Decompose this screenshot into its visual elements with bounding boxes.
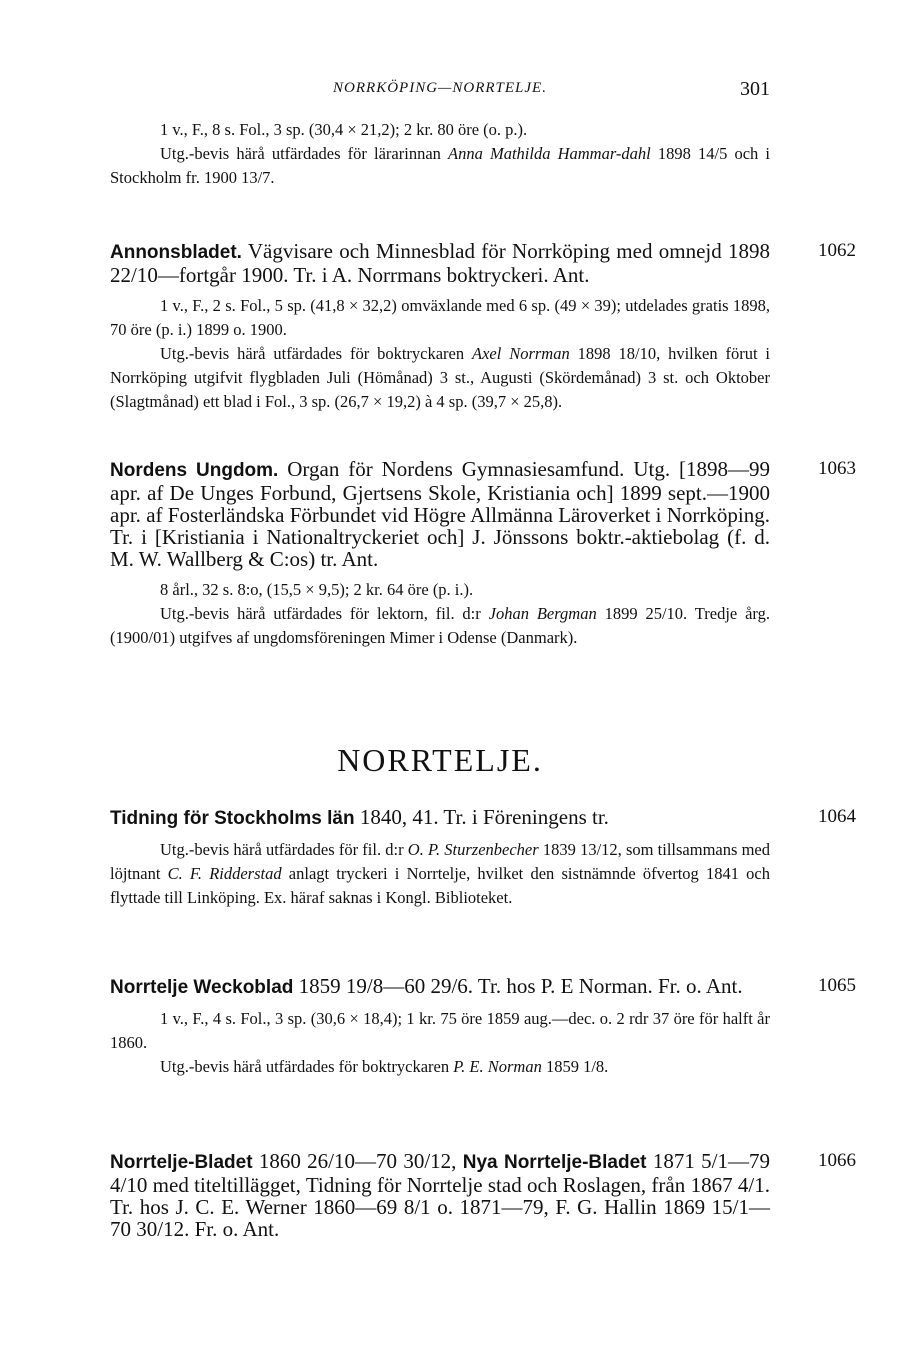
entry-1065 [110,974,856,1079]
entry-lead: Norrtelje-Bladet 1860 26/10—70 30/12, Nya Norrtelje-Bladet 1871 5/1—79 4/10 med titeltillägget, Tidning för Norrtelje stad och Roslagen, från 1867 4/1. Tr. hos J. C. E. Werner 1860—69 8/1 o. 1871—79, F. G. Hallin 1869 15/1—70 30/12. Fr. o. Ant. [110,1149,771,1241]
entry-lead: Tidning för Stockholms län 1840, 41. Tr. i Föreningens tr. [110,805,609,829]
entry-number: 1065 [818,975,856,996]
entry-title: Norrtelje-Bladet [110,1152,253,1173]
entry-1062 [110,239,856,414]
person-name: O. P. Sturzenbecher [407,840,539,859]
entry-title: Norrtelje Weckoblad [110,977,294,998]
entry-number: 1064 [818,806,856,827]
entry-title: Tidning för Stockholms län [110,808,355,829]
running-title: NORRKÖPING—NORRTELJE. [333,80,547,96]
pre-entry-details: 1 v., F., 8 s. Fol., 3 sp. (30,4 × 21,2); 2 kr. 80 öre (o. p.). [160,120,528,139]
entry-bevis: Utg.-bevis härå utfärdades för boktryckaren Axel Norrman 1898 18/10, hvilken förut i Norrköping utgifvit flygbladen Juli (Hömånad) 3 st., Augusti (Skördemånad) 3 st. och Oktober (Slagtmånad) ett blad i Fol., 3 sp. (26,7 × 19,2) à 4 sp. (39,7 × 25,8). [110,344,771,411]
entry-lead: Nordens Ungdom. Organ för Nordens Gymnasiesamfund. Utg. [1898—99 apr. af De Unges Forbund, Gjertsens Skole, Kristiania och] 1899 sept.—1900 apr. af Fosterländska Förbundet vid Högre Allmänna Läroverket i Norrköping. Tr. i [Kristiania i Nationaltryckeriet och] J. Jönssons boktr.-aktiebolag (f. d. M. W. Wallberg & C:os) tr. Ant. [110,457,770,571]
page-header [110,78,770,102]
person-name: C. F. Ridderstad [167,864,282,883]
entry-details: 8 årl., 32 s. 8:o, (15,5 × 9,5); 2 kr. 64 öre (p. i.). [160,580,474,599]
entry-number: 1066 [818,1150,856,1171]
entry-details: 1 v., F., 4 s. Fol., 3 sp. (30,6 × 18,4); 1 kr. 75 öre 1859 aug.—dec. o. 2 rdr 37 öre för halft år 1860. [110,1009,770,1052]
page-number: 301 [740,78,770,100]
entry-details: 1 v., F., 2 s. Fol., 5 sp. (41,8 × 32,2) omväxlande med 6 sp. (49 × 39); utdelades gratis 1898, 70 öre (p. i.) 1899 o. 1900. [110,296,770,339]
entry-bevis: Utg.-bevis härå utfärdades för lektorn, fil. d:r Johan Bergman 1899 25/10. Tredje årg. (1900/01) utgifves af ungdomsföreningen Mimer i Odense (Danmark). [110,604,770,647]
person-name: P. E. Norman [453,1057,542,1076]
entry-title: Annonsbladet. [110,242,242,263]
person-name: Axel Norrman [472,344,570,363]
person-name: Johan Bergman [488,604,597,623]
entry-number: 1063 [818,458,856,479]
entry-title: Nordens Ungdom. [110,460,279,481]
entry-title-2: Nya Norrtelje-Bladet [462,1152,647,1173]
entry-bevis: Utg.-bevis härå utfärdades för boktryckaren P. E. Norman 1859 1/8. [160,1057,609,1076]
entry-1063 [110,457,856,650]
entry-1064 [110,805,856,910]
person-name: Anna Mathilda Hammar-dahl [448,144,651,163]
entry-lead: Annonsbladet. Vägvisare och Minnesblad för Norrköping med omnejd 1898 22/10—fortgår 1900. Tr. i A. Norrmans boktryckeri. Ant. [110,239,770,287]
entry-1066 [110,1149,856,1241]
section-heading: NORRTELJE. [337,742,543,778]
entry-bevis: Utg.-bevis härå utfärdades för fil. d:r O. P. Sturzenbecher 1839 13/12, som tillsammans med löjtnant C. F. Ridderstad anlagt tryckeri i Norrtelje, hvilket den sistnämnde öfvertog 1841 och flyttade till Linköping. Ex. häraf saknas i Kongl. Biblioteket. [110,840,770,907]
entry-lead: Norrtelje Weckoblad 1859 19/8—60 29/6. Tr. hos P. E Norman. Fr. o. Ant. [110,974,743,998]
pre-entry [110,118,770,190]
entry-number: 1062 [818,240,856,261]
pre-entry-bevis: Utg.-bevis härå utfärdades för lärarinnan Anna Mathilda Hammar-dahl 1898 14/5 och i Stockholm fr. 1900 13/7. [110,144,770,187]
